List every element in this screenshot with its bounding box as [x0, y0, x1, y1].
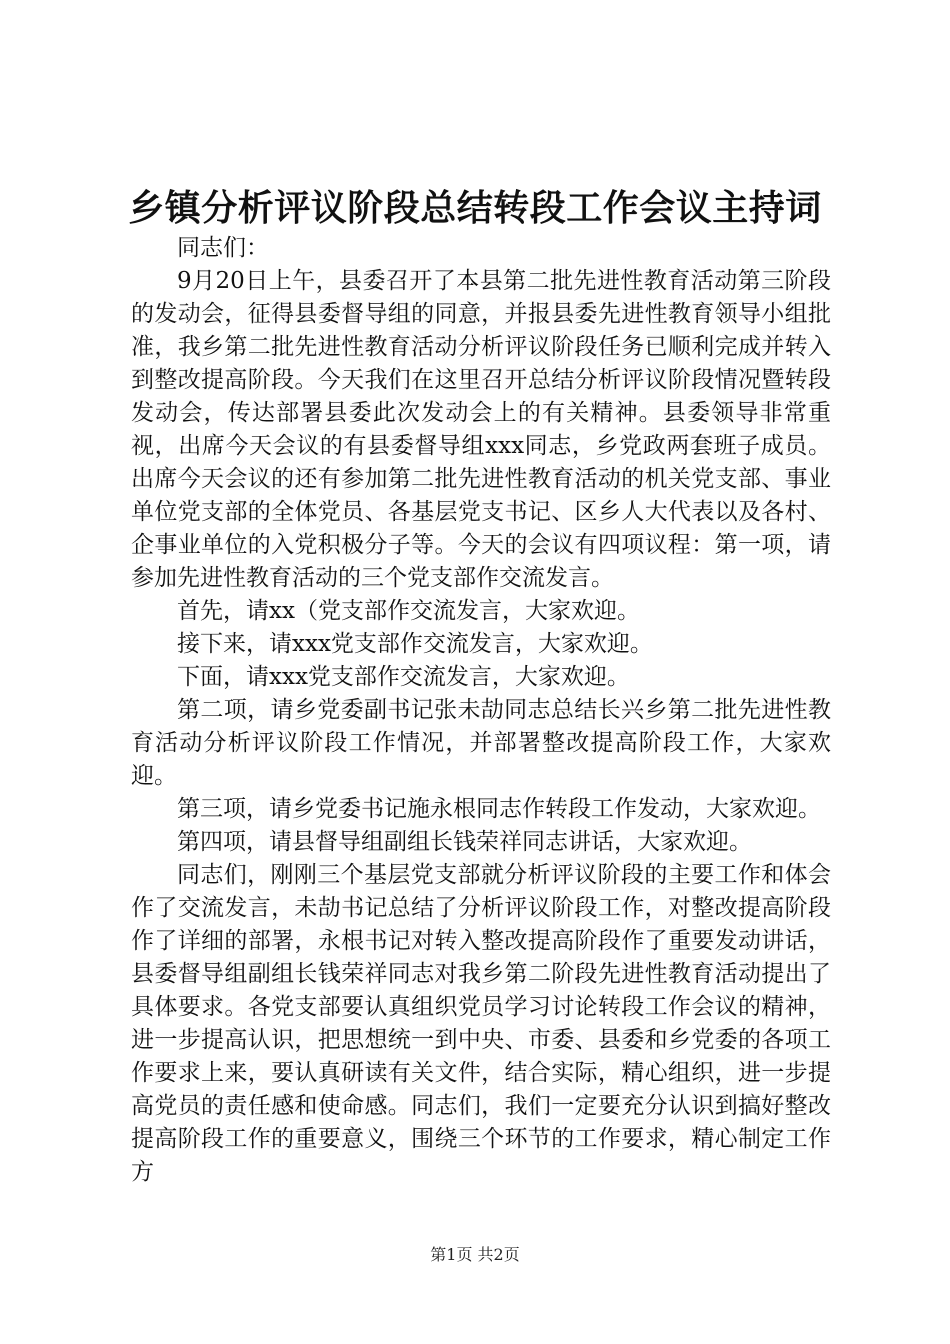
- paragraph-agenda-3: 第三项，请乡党委书记施永根同志作转段工作发动，大家欢迎。: [177, 796, 821, 822]
- paragraph-speaker-3: 下面，请xxx党支部作交流发言，大家欢迎。: [177, 664, 630, 690]
- paragraph-salutation: 同志们：: [177, 235, 269, 261]
- paragraph-agenda-2: 第二项，请乡党委副书记张未劼同志总结长兴乡第二批先进性教育活动分析评议阶段工作情况，并部署整改提高阶段工作，大家欢迎。: [131, 697, 831, 789]
- paragraph-agenda-4: 第四项，请县督导组副组长钱荣祥同志讲话，大家欢迎。: [177, 829, 752, 855]
- paragraph-speaker-1: 首先，请xx（党支部作交流发言，大家欢迎。: [177, 598, 640, 624]
- page-number-footer: 第1页 共2页: [430, 1245, 520, 1264]
- document-title: 乡镇分析评议阶段总结转段工作会议主持词: [128, 187, 822, 229]
- paragraph-opening: 9月20日上午，县委召开了本县第二批先进性教育活动第三阶段的发动会，征得县委督导组的同意，并报县委先进性教育领导小组批准，我乡第二批先进性教育活动分析评议阶段任务已顺利完成并转入到整改提高阶段。今天我们在这里召开总结分析评议阶段情况暨转段发动会，传达部署县委此次发动会上的有关精神。县委领导非常重视，出席今天会议的有县委督导组xxx同志，乡党政两套班子成员。出席今天会议的还有参加第二批先进性教育活动的机关党支部、事业单位党支部的全体党员、各基层党支书记、区乡人大代表以及各村、企事业单位的入党积极分子等。今天的会议有四项议程：第一项，请参加先进性教育活动的三个党支部作交流发言。: [131, 268, 831, 591]
- paragraph-speaker-2: 接下来，请xxx党支部作交流发言，大家欢迎。: [177, 631, 653, 657]
- paragraph-closing: 同志们，刚刚三个基层党支部就分析评议阶段的主要工作和体会作了交流发言，未劼书记总结了分析评议阶段工作，对整改提高阶段作了详细的部署，永根书记对转入整改提高阶段作了重要发动讲话，县委督导组副组长钱荣祥同志对我乡第二阶段先进性教育活动提出了具体要求。各党支部要认真组织党员学习讨论转段工作会议的精神，进一步提高认识，把思想统一到中央、市委、县委和乡党委的各项工作要求上来，要认真研读有关文件，结合实际，精心组织，进一步提高党员的责任感和使命感。同志们，我们一定要充分认识到搞好整改提高阶段工作的重要意义，围绕三个环节的工作要求，精心制定工作方: [131, 862, 831, 1185]
- document-body: [131, 232, 831, 1189]
